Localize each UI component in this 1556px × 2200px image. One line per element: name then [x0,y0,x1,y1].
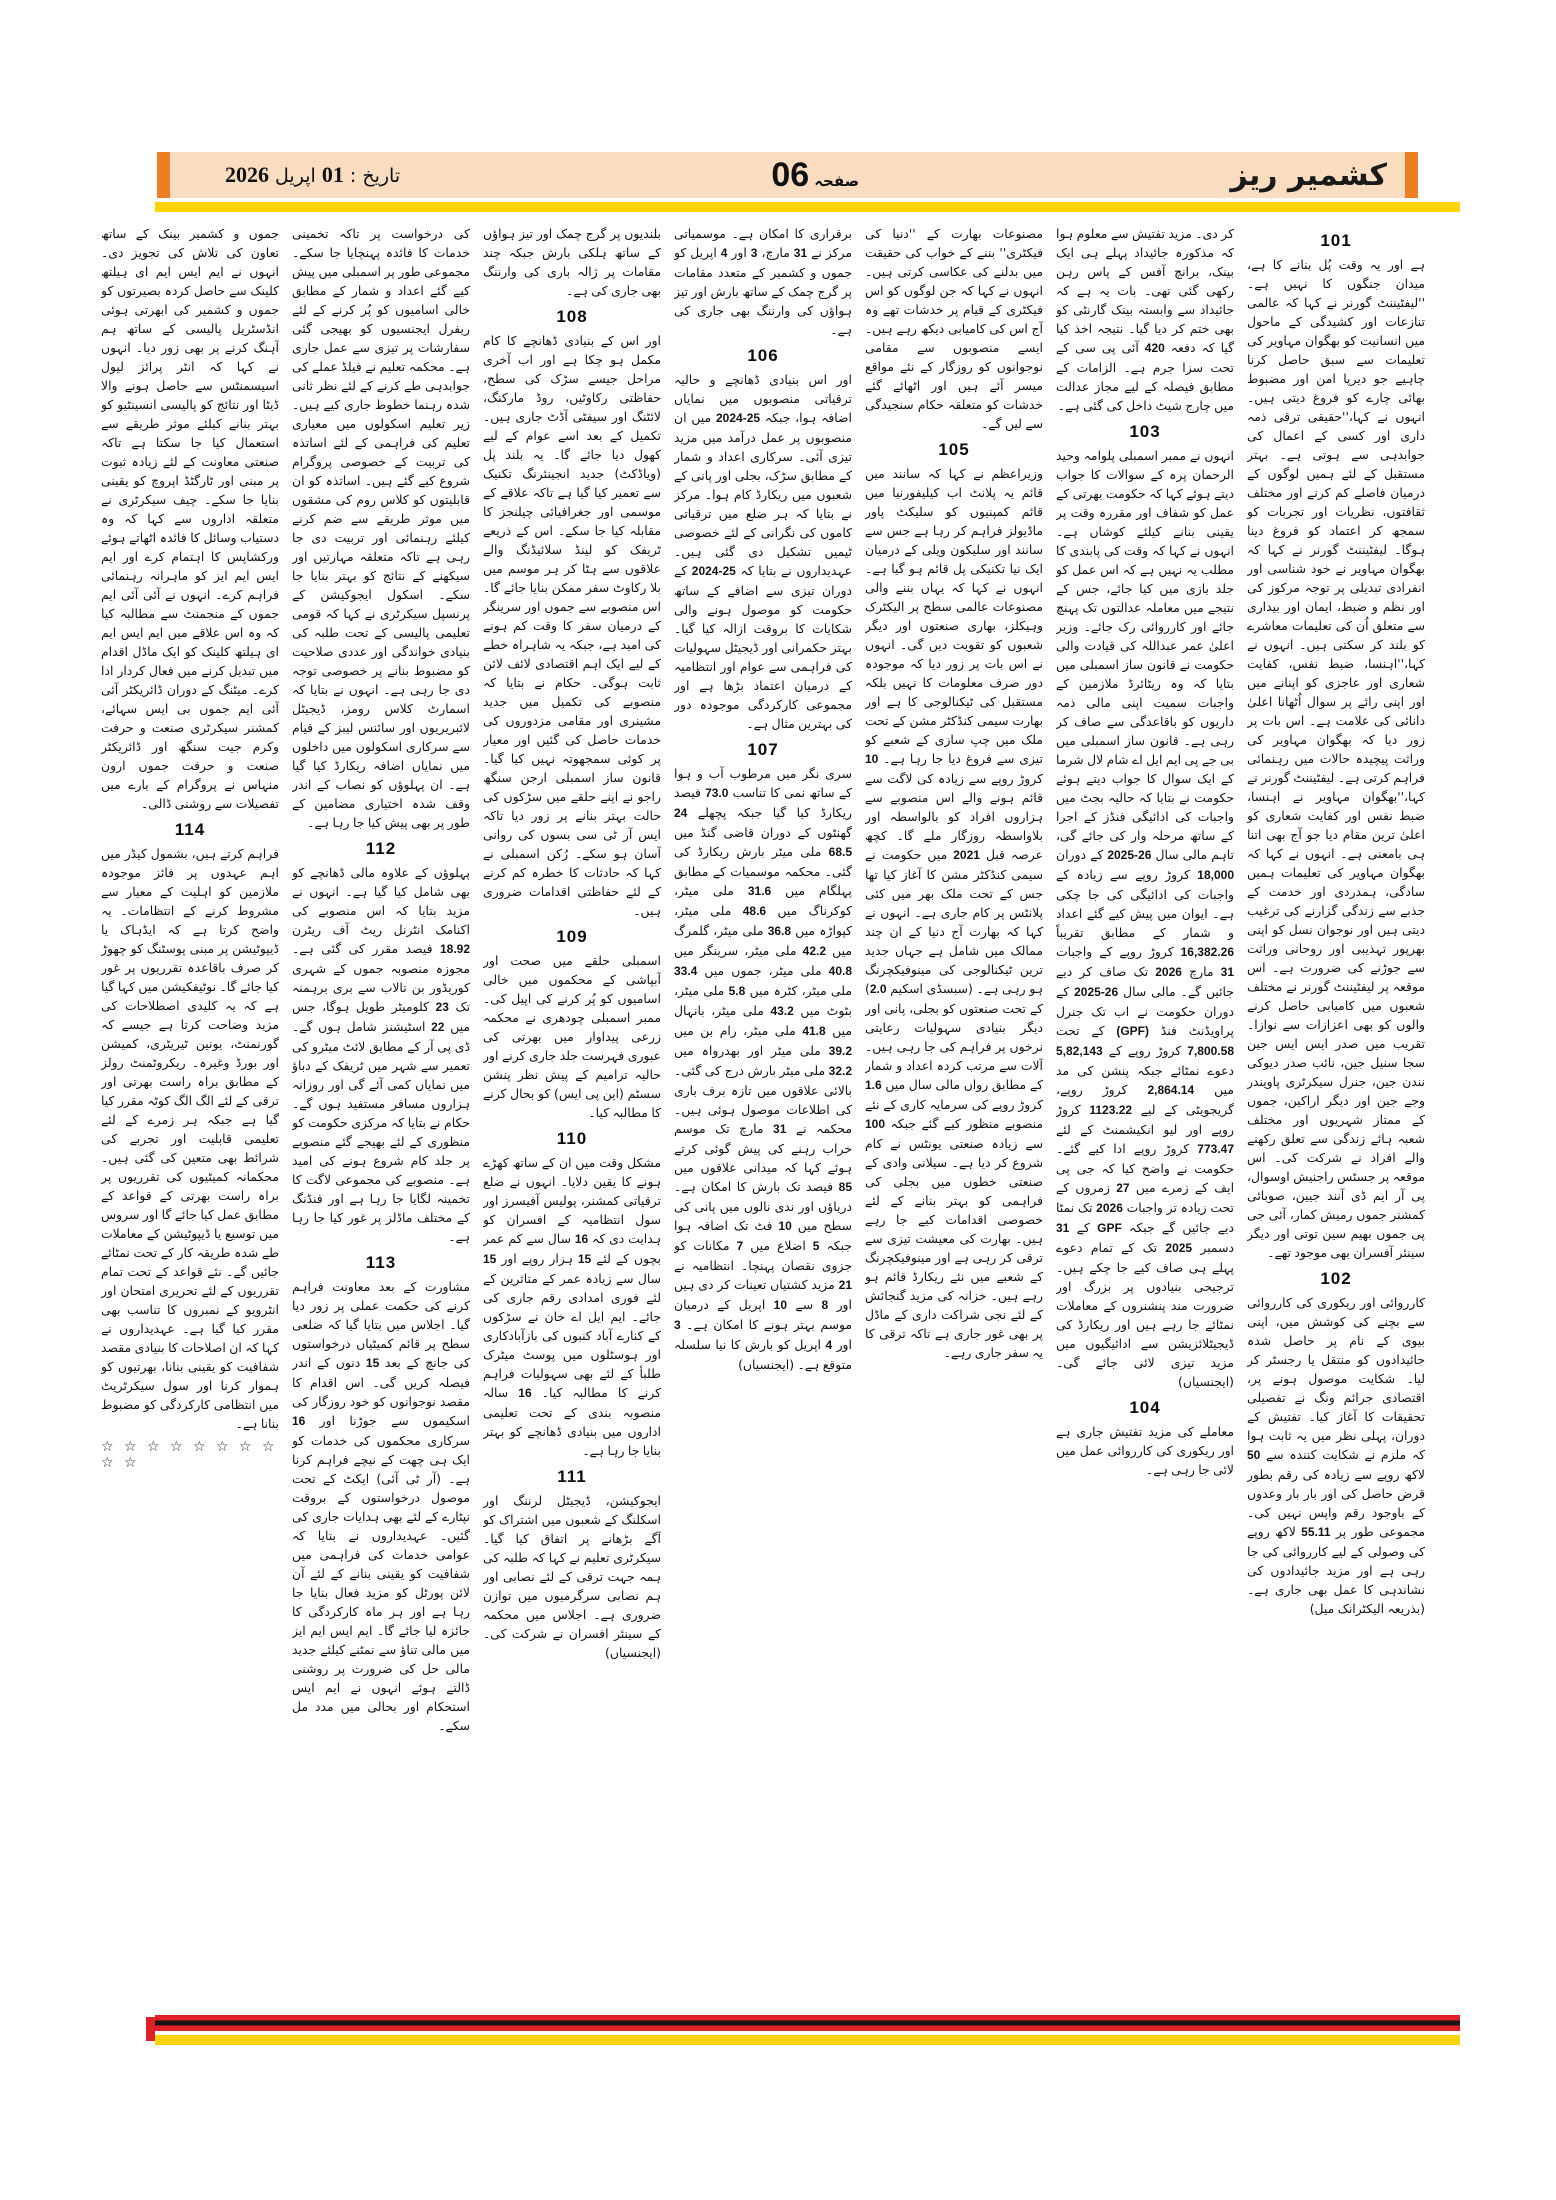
column-5 [483,224,661,2008]
column-3 [865,224,1043,2008]
paragraph: بلندیوں پر گرج چمک اور تیز ہواؤں کے ساتھ ہلکی بارش جبکہ چند مقامات پر ژالہ باری کی وارننگ بھی جاری کی ہے۔ [483,226,661,298]
paragraph: پہلوؤں کے علاوہ مالی ڈھانچے کو بھی شامل کیا گیا ہے۔ انہوں نے مزید بتایا کہ اس منصوبے کی اکنامک انٹرنل ریٹ آف ریٹرن 18.92 فیصد مقرر کی گئی ہے۔ مجوزہ منصوبہ جموں کے شہری کوریڈور بن تالاب سے بری برہمنہ تک 23 کلومیٹر طویل ہوگا، جس میں 22 اسٹیشنز شامل ہوں گے۔ ڈی پی آر کے مطابق لائٹ میٹرو کی تعمیر سے شہر میں ٹریفک کے دباؤ میں نمایاں کمی آئے گی اور روزانہ ہزاروں مسافر مستفید ہوں گے۔ حکام نے بتایا کہ مرکزی حکومت کو منظوری کے لئے بھیجے گئے منصوبے پر جلد کام شروع ہونے کی امید ہے۔ منصوبے کی مجموعی لاگت کا تخمینہ لگایا جا رہا ہے اور فنڈنگ کے مختلف ماڈلز پر غور کیا جا رہا ہے۔ [292,865,470,1244]
section-number: 105 [938,440,970,459]
page-label: صفحہ [814,171,860,190]
date-year: 2026 [225,162,269,187]
masthead-title: کشمیر ریز [1230,157,1387,193]
paragraph: مصنوعات بھارت کے ''دنیا کی فیکٹری'' بننے کے خواب کی حقیقت میں بدلنے کی عکاسی کرتی ہیں۔ انہوں نے کہا کہ جن لوگوں کو اس فیکٹری کے قیام پر خدشات تھے وہ آج اس کی کامیابی دیکھ رہے ہیں۔ ایسے منصوبوں سے مقامی نوجوانوں کو روزگار کے نئے مواقع میسر آئے ہیں اور اٹھائے گئے خدشات کو متعلقہ حکام سنجیدگی سے لیں گے۔ [865,226,1043,431]
page-number: 06 [771,155,810,194]
paragraph: فراہم کرتے ہیں، بشمول کیڈر میں اہم عہدوں پر فائز موجودہ ملازمین کو اہلیت کے معیار سے مشروط کرنے کے انتظامات۔ یہ واضح کرتا ہے کہ ایڈہاک یا ڈیپوٹیشن پر مبنی پوسٹنگ کو چھوڑ کر صرف باقاعدہ تقرریوں پر غور کیا جائے گا۔ نوٹیفکیشن میں کہا گیا ہے کہ یہ کلیدی اصطلاحات کی مزید وضاحت کرتا ہے جیسے کہ گورنمنٹ، یونین ٹیریٹری، کمیشن اور بورڈ وغیرہ۔ ریکروٹمنٹ رولز کے مطابق براہ راست بھرتی اور ترقی کے لئے الگ الگ کوٹہ مقرر کیا گیا ہے جبکہ ہر زمرے کے لئے تعلیمی قابلیت اور تجربے کی شرائط بھی متعین کی گئی ہیں۔ محکمانہ کمیٹیوں کی تقرریوں پر براہ راست بھرتی کے قواعد کے مطابق عمل کیا جائے گا اور سروس میں توسیع یا ڈیپوٹیشن کے معاملات طے شدہ طریقہ کار کے تحت نمٹائے جائیں گے۔ نئے قواعد کے تحت تمام تقرریوں کے لئے تحریری امتحان اور انٹرویو کے نمبروں کا تناسب بھی مقرر کیا گیا ہے۔ عہدیداروں نے کہا کہ ان اصلاحات کا بنیادی مقصد شفافیت کو یقینی بنانا، بھرتیوں کو ہموار کرنا اور سول سیکرٹریٹ میں انتظامی کارکردگی کو مضبوط بنانا ہے۔ [101,846,279,1431]
header-accent-right [1405,152,1418,198]
column-4 [674,224,852,2008]
paragraph: وزیراعظم نے کہا کہ سانند میں قائم یہ پلانٹ اب کیلیفورنیا میں قائم کمپنیوں کو سلیکٹ پاور ماڈیولز فراہم کر رہا ہے جس سے سانند اور سلیکون ویلی کے درمیان ایک نیا تکنیکی پل قائم ہو گیا ہے۔ انہوں نے کہا کہ یہاں بننے والی مصنوعات عالمی سطح پر الیکٹرک وہیکلز، بھاری صنعتوں اور دیگر شعبوں کو تقویت دیں گی۔ انہوں نے اس بات پر زور دیا کہ موجودہ دور صرف معلومات کا نہیں بلکہ مستقبل کی ٹیکنالوجی کا ہے اور بھارت سیمی کنڈکٹر مشن کے تحت ملک میں چپ سازی کے شعبے کو تیزی سے فروغ دیا جا رہا ہے۔ 10 کروڑ روپے سے زیادہ کی لاگت سے قائم ہونے والے اس منصوبے سے ہزاروں افراد کو بالواسطہ اور بلاواسطہ روزگار ملے گا۔ کچھ عرصہ قبل 2021 میں حکومت نے سیمی کنڈکٹر مشن کا آغاز کیا تھا جس کے تحت ملک بھر میں کئی پلانٹس پر کام جاری ہے۔ انہوں نے کہا کہ بھارت آج دنیا کے ان چند ممالک میں شامل ہے جہاں جدید ترین ٹیکنالوجی کی مینوفیکچرنگ ہو رہی ہے۔ (سبسڈی اسکیم 2.0) کے تحت صنعتوں کو بجلی، پانی اور دیگر بنیادی سہولیات رعایتی نرخوں پر فراہم کی جا رہی ہیں۔ آلات سے مرتب کردہ اعداد و شمار کے مطابق رواں مالی سال میں 1.6 کروڑ روپے کی سرمایہ کاری کے نئے منصوبے منظور کیے گئے جبکہ 100 سے زیادہ صنعتی یونٹس نے کام شروع کر دیا ہے۔ سیلانی وادی کے صنعتی خطوں میں بجلی کی فراہمی کو بہتر بنانے کے لئے خصوصی اقدامات کیے جا رہے ہیں۔ بھارت کی معیشت تیزی سے ترقی کر رہی ہے اور مینوفیکچرنگ کے شعبے میں نئے ریکارڈ قائم ہو رہے ہیں۔ خزانہ کی مزید گنجائش کے لئے نجی شراکت داری کے ماڈل پر بھی غور جاری ہے تاکہ ترقی کا یہ سفر جاری رہے۔ [865,466,1043,1360]
paragraph: ایجوکیشن، ڈیجیٹل لرننگ اور اسکلنگ کے شعبوں میں اشتراک کو آگے بڑھانے پر اتفاق کیا گیا۔ سیکرٹری تعلیم نے کہا کہ طلبہ کی ہمہ جہت ترقی کے لئے نصابی اور ہم نصابی سرگرمیوں میں توازن ضروری ہے۔ اجلاس میں محکمہ کے سینئر افسران نے شرکت کی۔ (ایجنسیاں) [483,1493,661,1660]
section-number: 113 [365,1253,397,1272]
section-number: 106 [747,346,779,365]
footer-notch [146,2017,155,2041]
header-bar [170,152,1405,198]
column-1-rightmost [1247,224,1425,2008]
date-month: اپریل [275,165,316,187]
paragraph: مشاورت کے بعد معاونت فراہم کرنے کی حکمت عملی پر زور دیا گیا۔ اجلاس میں بتایا گیا کہ ضلعی سطح پر قائم کمیٹیاں درخواستوں کی جانچ کے بعد 15 دنوں کے اندر فیصلہ کریں گی۔ اس اقدام کا مقصد نوجوانوں کو خود روزگار کی اسکیموں سے جوڑنا اور 16 سرکاری محکموں کی خدمات کو ایک ہی چھت کے نیچے فراہم کرنا ہے۔ (آر ٹی آئی) ایکٹ کے تحت موصول درخواستوں کے بروقت نپٹارے کے لئے بھی ہدایات جاری کی گئیں۔ عہدیداروں نے بتایا کہ عوامی خدمات کی فراہمی میں شفافیت کو یقینی بنانے کے لئے آن لائن پورٹل کو مزید فعال بنایا جا رہا ہے اور ہر ماہ کارکردگی کا جائزہ لیا جائے گا۔ ایم ایس ایم ایز میں مالی تناؤ سے نمٹنے کیلئے جدید مالی حل کی ضرورت پر روشنی ڈالتے ہوئے انہوں نے ایم ایس استحکام اور بحالی میں مدد مل سکے۔ [292,1279,470,1733]
page-number-block [400,156,1230,195]
paragraph: کارروائی اور ریکوری کی کارروائی سے بچنے کی کوشش میں، اپنی بیوی کے نام پر حاصل شدہ جائیدادوں کو منتقل یا رجسٹر کر لیا۔ شکایت موصول ہونے پر، اقتصادی جرائم ونگ نے تفصیلی تحقیقات کا آغاز کیا۔ تفتیش کے دوران، پہلی نظر میں یہ ثابت ہوا کہ ملزم نے شکایت کنندہ سے 50 لاکھ روپے سے زیادہ کی رقم بطور قرض حاصل کی اور بار بار وعدوں کے باوجود رقم واپس نہیں کی۔ مجموعی طور پر 55.11 لاکھ روپے کی وصولی کے لیے کارروائی کی جا رہی ہے اور مزید جائیدادوں کی نشاندہی کا عمل بھی جاری ہے۔ (بذریعہ الیکٹرانک میل) [1247,1295,1425,1616]
paragraph: اور اس کے بنیادی ڈھانچے کا کام مکمل ہو چکا ہے اور اب آخری مراحل جیسے سڑک کی سطح، حفاظتی رکاوٹیں، روڈ مارکنگ، لائٹنگ اور سیفٹی آڈٹ جاری ہیں۔ تکمیل کے بعد اسے عوام کے لیے کھول دیا جائے گا۔ یہ بلند پل (ویاڈکٹ) جدید انجینئرنگ تکنیک سے تعمیر کیا گیا ہے تاکہ علاقے کے موسمی اور جغرافیائی چیلنجز کا مقابلہ کیا جا سکے۔ اس کے ذریعے ٹریفک کو لینڈ سلائیڈنگ والے علاقوں سے ہٹا کر ہر موسم میں بلا رکاوٹ سفر ممکن بنایا جائے گا۔ اس منصوبے سے جموں اور سرینگر کے درمیان سفر کا وقت کم ہونے کی امید ہے، جبکہ یہ شاہراہ خطے کے لیے ایک اہم اقتصادی لائف لائن ثابت ہوگی۔ حکام نے بتایا کہ منصوبے کی تکمیل میں جدید مشینری اور مقامی مزدوروں کی خدمات حاصل کی گئیں اور معیار پر کوئی سمجھوتہ نہیں کیا گیا۔ قانون ساز اسمبلی ارجن سنگھ راجو نے اپنے حلقے میں سڑکوں کی حالت بہتر بنانے پر زور دیا تاکہ ایس آر ٹی سی بسوں کی روانی آسان ہو سکے۔ رُکن اسمبلی نے کہا کہ حادثات کا خطرہ کم کرنے کے لئے حفاظتی اقدامات ضروری ہیں۔ [483,333,661,918]
column-7-leftmost [101,224,279,2008]
footer-red-stripe [155,2015,1460,2031]
paragraph: سری نگر میں مرطوب آب و ہوا کے ساتھ نمی کا تناسب 73.0 فیصد ریکارڈ کیا گیا جبکہ پچھلے 24 گھنٹوں کے دوران قاضی گنڈ میں 68.5 ملی میٹر بارش ریکارڈ کی گئی۔ محکمہ موسمیات کے مطابق پہلگام میں 31.6 ملی میٹر، کوکرناگ میں 48.6 ملی میٹر، کپواڑہ میں 36.8 ملی میٹر، گلمرگ میں 42.2 ملی میٹر، سرینگر میں 40.8 ملی میٹر، جموں میں 33.4 ملی میٹر، کٹرہ میں 5.8 ملی میٹر، بٹوٹ میں 43.2 ملی میٹر، بانہال میں 41.8 ملی میٹر، رام بن میں 39.2 ملی میٹر اور بھدرواہ میں 32.2 ملی میٹر بارش درج کی گئی۔ بالائی علاقوں میں تازہ برف باری کی اطلاعات موصول ہوئی ہیں۔ محکمہ نے 31 مارچ تک موسم خراب رہنے کی پیش گوئی کرتے ہوئے کہا کہ میدانی علاقوں میں 85 فیصد تک بارش کا امکان ہے۔ دریاؤں اور ندی نالوں میں پانی کی سطح میں 10 فٹ تک اضافہ ہوا جبکہ 5 اضلاع میں 7 مکانات کو جزوی نقصان پہنچا۔ انتظامیہ نے 21 مزید کشتیاں تعینات کر دی ہیں اور 8 سے 10 اپریل کے درمیان موسم بہتر ہونے کا امکان ہے۔ 3 اور 4 اپریل کو بارش کا نیا سلسلہ متوقع ہے۔ (ایجنسیاں) [674,766,852,1372]
paragraph: معاملے کی مزید تفتیش جاری ہے اور ریکوری کی کارروائی عمل میں لائی جا رہی ہے۔ [1056,1424,1234,1477]
section-number: 101 [1320,231,1352,250]
dateline [170,162,400,188]
header-accent-left [157,152,170,198]
section-number: 102 [1320,1269,1352,1288]
column-6 [292,224,470,2008]
article-columns [101,224,1425,2008]
section-number: 110 [556,1129,588,1148]
paragraph: مشکل وقت میں ان کے ساتھ کھڑے ہونے کا یقین دلایا۔ انہوں نے ضلع ترقیاتی کمشنر، پولیس آفیسرز اور سول انتظامیہ کے افسران کو ہدایت دی کہ 16 سال سے کم عمر بچوں کے لئے 15 ہزار روپے اور 15 سال سے زیادہ عمر کے متاثرین کے لئے فوری امدادی رقم جاری کی جائے۔ ایم ایل اے خان نے سڑکوں کے کنارے آباد کنبوں کی بازآبادکاری اور ہوسٹلوں میں پوسٹ میٹرک طلبأ کے لئے بھی سہولیات فراہم کرنے کا مطالبہ کیا۔ 16 سالہ منصوبہ بندی کے تحت تعلیمی اداروں میں بنیادی ڈھانچے کو بہتر بنایا جا رہا ہے۔ [483,1155,661,1458]
date-label: تاریخ : [349,165,401,187]
section-number: 107 [747,740,779,759]
footer-yellow-stripe [155,2035,1460,2045]
footer-stripes [155,2015,1460,2045]
section-number: 103 [1129,422,1161,441]
paragraph: اسمبلی حلقے میں صحت اور آبپاشی کے محکموں میں خالی اسامیوں کو پُر کرنے کی اپیل کی۔ ممبر اسمبلی چودھری نے محکمہ زرعی پیداوار میں بھرتی کی عبوری فہرست جلد جاری کرنے اور حالیہ ترامیم کے پیش نظر پنشن سسٹم (این پی ایس) کو بحال کرنے کا مطالبہ کیا۔ [483,953,661,1120]
section-number: 104 [1129,1398,1161,1417]
section-number: 109 [556,927,588,946]
section-number: 112 [365,839,397,858]
paragraph: ہے اور یہ وقت پُل بنانے کا ہے، میدان جنگوں کا نہیں ہے۔ ''لیفٹیننٹ گورنر نے کہا کہ عالمی تنازعات اور کشیدگی کے ماحول میں انسانیت کو بھگوان مہاویر کی تعلیمات سے سبق حاصل کرنا چاہیے جو دیرپا امن اور مضبوط بھائی چارے کو فروغ دیتی ہیں۔ انہوں نے کہا،''حقیقی ترقی ذمہ داری اور کسی کے اعمال کی جوابدہی سے ہوتی ہے۔ بہتر مستقبل کے لئے ہمیں لوگوں کے درمیان فاصلے کم کرنے اور مختلف ثقافتوں، نظریات اور تجربات کو سمجھ کر اعتماد کو فروغ دینا ہوگا۔ لیفٹیننٹ گورنر نے کہا کہ بھگوان مہاویر نے خود شناسی اور انفرادی تبدیلی پر توجہ مرکوز کی اور نظم و ضبط، ایمان اور بیداری سے متعلق اُن کی تعلیمات معاشرے کو بلند کر سکتی ہیں۔ انہوں نے کہا،''اہنسا، ضبط نفس، کفایت شعاری اور عاجزی کو اپنانے میں اور اپنی رائے پر سوال اُٹھانا اعلیٰ دانائی کی علامت ہے۔ اس بات پر زور دیا کہ بھگوان مہاویر کی وراثت پیچیدہ حالات میں رہنمائی فراہم کرتی ہے۔ لیفٹیننٹ گورنر نے کہا،''بھگوان مہاویر نے اہنسا، ضبط نفس اور کفایت شعاری کو اعلیٰ ترین مقام دیا جو آج بھی اتنا ہی بامعنی ہے۔ انہوں نے کہا کہ بھگوان مہاویر کی تعلیمات ہمیں سادگی، ہمدردی اور خدمت کے جذبے سے زندگی گزارنے کی ترغیب دیتی ہیں اور نوجوان نسل کو اپنی بھرپور تہذیبی اور روحانی وراثت سے جوڑنے کی ضرورت ہے۔ اس موقعہ پر لیفٹیننٹ گورنر نے مختلف شعبوں میں کامیابی حاصل کرنے والوں کو بھی اعزازات سے نوازا۔ تقریب میں صدر ایس ایس جین سجا سنیل جین، نائب صدر دیوکی نندن جین، جنرل سیکرٹری پاویندر وجے جین اور دیگر اراکین، جموں کے ممتاز شہریوں اور مختلف شعبہ ہائے زندگی سے تعلق رکھنے والے افراد نے شرکت کی۔ اس موقعہ پر جسٹس راجنیش اوسوال، پی آر ایم ڈی آنند جیین، صوبائی کمشنر جموں رمیش کمار، آئی جی پی جموں بھیم سین توتی اور دیگر سینئر آفسران بھی موجود تھے۔ [1247,257,1425,1260]
section-number: 108 [556,307,588,326]
paragraph: جموں و کشمیر بینک کے ساتھ تعاون کی تلاش کی تجویز دی۔ انہوں نے ایم ایس ایم ای ہیلتھ کلینک سے حاصل کردہ بصیرتوں کو جموں و کشمیر کی ابھرتی ہوئی انڈسٹریل پالیسی کے ساتھ ہم آہنگ کرنے پر بھی زور دیا۔ انہوں نے کہا کہ انٹر پرائز لیول اسیسمنٹس سے حاصل ہونے والا ڈیٹا اور نتائج کو پالیسی انسینٹیو کو بہتر بنانے کیلئے موثر طریقے سے استعمال کیا جا سکتا ہے تاکہ صنعتی معاونت کے لئے زیادہ ثبوت پر مبنی اور ٹارگٹڈ اپروچ کو یقینی بنایا جا سکے۔ چیف سیکرٹری نے متعلقہ اداروں سے کہا کہ وہ دستیاب وسائل کا فائدہ اٹھاتے ہوئے ورکشاپس کا اہتمام کرے اور ایم ایس ایم ایز کو ماہرانہ رہنمائی فراہم کرے۔ انہوں نے آئی آئی ایم جموں کے منجمنٹ سے مطالبہ کیا کہ وہ اس علاقے میں ایم ایس ایم ای ہیلتھ کلینک کو ایک ماڈل اقدام میں تبدیل کرنے میں فعال کردار ادا کرے۔ میٹنگ کے دوران ڈائریکٹر آئی آئی ایم جموں بی ایس سہائے، کمشنر سیکرٹری صنعت و حرفت وکرم جیت سنگھ اور ڈائریکٹر صنعت و حرفت جموں ارون منہاس نے پروگرام کے بارے میں تفصیلات سے روشنی ڈالی۔ [101,226,279,811]
column-2 [1056,224,1234,2008]
date-day: 01 [321,162,344,187]
star-divider: ☆ ☆ ☆ ☆ ☆ ☆ ☆ ☆ ☆ ☆ [101,1439,278,1471]
paragraph: کی درخواست پر تاکہ تخمینی خدمات کا فائدہ پہنچایا جا سکے۔ مجموعی طور پر اسمبلی میں پیش کیے گئے اعداد و شمار کے مطابق خالی اسامیوں کو پُر کرنے کے لئے ریفرل ایجنسیوں کو بھیجی گئی سفارشات پر تیزی سے عمل جاری ہے۔ محکمہ تعلیم نے فیلڈ عملے کی جوابدہی طے کرنے کے لئے نظر ثانی شدہ رہنما خطوط جاری کیے ہیں۔ زیر تعلیم اسکولوں میں معیاری تعلیم کی فراہمی کے لئے اساتذہ کی تربیت کے خصوصی پروگرام شروع کیے گئے ہیں۔ اساتذہ کو ان قابلیتوں کو کلاس روم کی مشقوں میں موثر طریقے سے ضم کرنے کیلئے رہنمائی اور تربیت دی جا رہی ہے تاکہ متعلقہ مہارتیں اور سیکھنے کے نتائج کو بہتر بنایا جا سکے۔ اسکول ایجوکیشن کے پرنسپل سیکرٹری نے کہا کہ قومی تعلیمی پالیسی کے تحت طلبہ کی بنیادی خواندگی اور عددی صلاحیت کو مضبوط بنانے پر خصوصی توجہ دی جا رہی ہے۔ انہوں نے بتایا کہ اسمارٹ کلاس رومز، ڈیجیٹل لائبریریوں اور سائنس لیبز کے قیام سے سرکاری اسکولوں میں داخلوں میں نمایاں اضافہ ریکارڈ کیا گیا ہے۔ ان پہلوؤں کو نصاب کے اندر وقف شدہ اختیاری مضامین کے طور پر بھی پیش کیا جا رہا ہے۔ [292,226,470,830]
paragraph: کر دی۔ مزید تفتیش سے معلوم ہوا کہ مذکورہ جائیداد پہلے ہی ایک بینک، برانچ آفس کے پاس رہن رکھی گئی تھی۔ بات یہ ہے کہ جائیداد سے وابستہ بینک گارنٹی کو بھی ختم کر دیا گیا۔ نتیجہ اخذ کیا گیا کہ دفعہ 420 آئی پی سی کے تحت سزا جرم ہے۔ الزامات کے مطابق فیصلہ کے لیے مجاز عدالت میں چارج شیٹ داخل کی گئی ہے۔ [1056,226,1234,413]
paragraph: انہوں نے ممبر اسمبلی پلوامہ وحید الرحمان پرہ کے سوالات کا جواب دیتے ہوئے کہا کہ حکومت بھرتی کے عمل کو شفاف اور مقررہ وقت پر یقینی بنانے کیلئے کوشاں ہے۔ انہوں نے کہا کہ وقت کی پابندی کا مطلب یہ نہیں ہے کہ اس عمل کو جلد بازی میں کیا جائے، جس کے نتیجے میں معاملہ عدالتوں تک پہنچ جائے اور کارروائی رک جائے۔ وزیر اعلیٰ عمر عبداللہ کی قیادت والی حکومت نے قانون ساز اسمبلی میں بتایا کہ وہ ریٹائرڈ ملازمین کے واجبات سمیت اپنی مالی ذمہ داریوں کو باقاعدگی سے صاف کر رہی ہے۔ قانون ساز اسمبلی میں بی جے پی ایم ایل اے شام لال شرما کے ایک سوال کا جواب دیتے ہوئے حکومت نے بتایا کہ حالیہ بجٹ میں واجبات کی ادائیگی فنڈز کے اجرا کے ساتھ مرحلہ وار کی جائے گی، تاہم مالی سال 26-2025 کے دوران 18,000 کروڑ روپے سے زیادہ کے واجبات کی ادائیگی کی جا چکی ہے۔ ایوان میں پیش کیے گئے اعداد و شمار کے مطابق تقریباً 16,382.26 کروڑ روپے کے واجبات 31 مارچ 2026 تک صاف کر دیے جائیں گے۔ مالی سال 26-2025 کے دوران حکومت نے اب تک جنرل پراویڈنٹ فنڈ (GPF) کے تحت 7,800.58 کروڑ روپے کے 5,82,143 دعوے نمٹائے جبکہ پنشن کی مد میں 2,864.14 کروڑ روپے، گریجویٹی کے لیے 1123.22 کروڑ روپے اور لیو انکیشمنٹ کے لئے 773.47 کروڑ روپے ادا کیے گئے۔ حکومت نے واضح کیا کہ جی پی ایف کے زمرے میں 27 زمروں کے تحت زیادہ تر واجبات 2026 تک نمٹا دیے جائیں گے جبکہ GPF کے 31 دسمبر 2025 تک کے تمام دعوے پہلے ہی صاف کیے جا چکے ہیں۔ ترجیحی بنیادوں پر بزرگ اور ضرورت مند پنشنروں کے معاملات نمٹائے جا رہے ہیں اور ریکارڈ کی ڈیجیٹلائزیشن سے ادائیگیوں میں مزید تیزی لائی جائے گی۔ (ایجنسیاں) [1056,448,1234,1389]
header-yellow-rule [155,202,1460,212]
paragraph: اور اس بنیادی ڈھانچے و حالیہ ترقیاتی منصوبوں میں نمایاں اضافہ ہوا، جبکہ 25-2024 میں ان منصوبوں پر عمل درآمد میں مزید تیزی آئی۔ سرکاری اعداد و شمار کے مطابق سڑک، بجلی اور پانی کے شعبوں میں ریکارڈ کام ہوا۔ مرکز نے بتایا کہ ہر ضلع میں ترقیاتی کاموں کی نگرانی کے لئے خصوصی ٹیمیں تشکیل دی گئی ہیں۔ عہدیداروں نے بتایا کہ 25-2024 کے دوران تیزی سے اضافے کے ساتھ حکومت کو موصول ہونے والی شکایات کا بروقت ازالہ کیا گیا۔ بہتر حکمرانی اور ڈیجیٹل سہولیات کی فراہمی سے عوام اور انتظامیہ کے درمیان اعتماد بڑھا ہے اور مجموعی کارکردگی موجودہ دور کی بہترین مثال ہے۔ [674,372,852,731]
section-number: 111 [557,1467,587,1486]
section-number: 114 [174,820,206,839]
paragraph: برقراری کا امکان ہے۔ موسمیاتی مرکز نے 31 مارچ، 3 اور 4 اپریل کو جموں و کشمیر کے متعدد مقامات پر گرج چمک کے ساتھ بارش اور تیز ہواؤں کی وارننگ بھی جاری کی ہے۔ [674,226,852,337]
